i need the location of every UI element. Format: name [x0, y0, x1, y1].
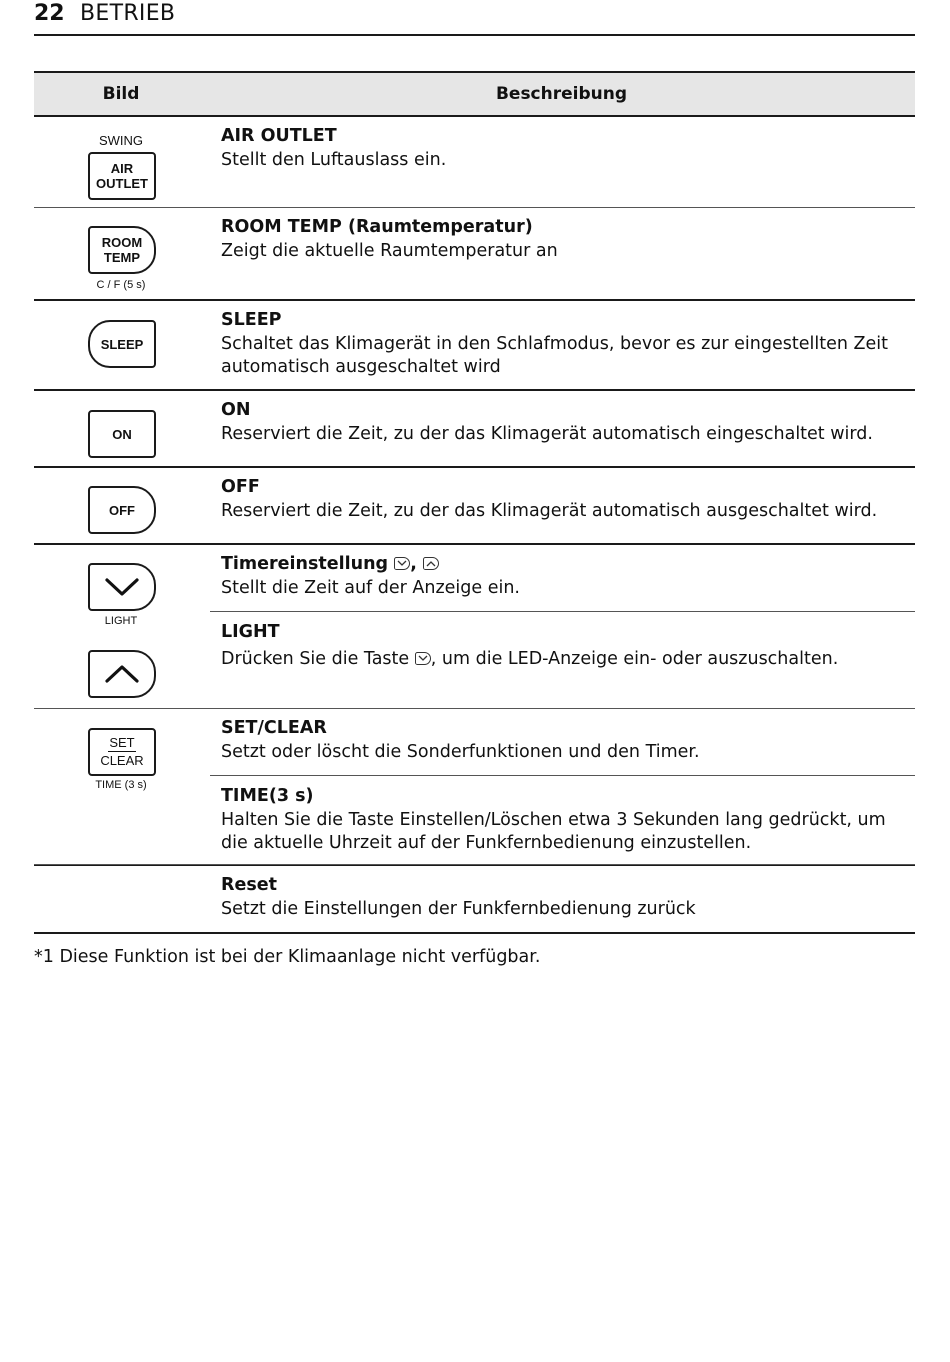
function-title: ROOM TEMP (Raumtemperatur): [221, 217, 533, 237]
title-separator: ,: [410, 554, 417, 574]
function-description: Zeigt die aktuelle Raumtemperatur an: [221, 240, 558, 261]
image-cell: [34, 468, 208, 543]
page-header: [34, 0, 915, 36]
function-description: Setzt die Einstellungen der Funkfernbedienung zurück: [221, 898, 696, 919]
table-row: [34, 468, 915, 545]
function-title: LIGHT: [221, 622, 280, 642]
chevron-up-icon: [88, 650, 156, 698]
function-description: [221, 648, 915, 672]
button-caption-light: LIGHT: [104, 615, 138, 627]
chevron-down-icon: [88, 563, 156, 611]
function-title: SLEEP: [221, 310, 282, 330]
function-title: Timereinstellung: [221, 554, 389, 574]
button-label: ROOM: [101, 235, 143, 250]
chevron-down-icon: [394, 557, 410, 570]
column-header-description: Beschreibung: [495, 84, 628, 104]
function-description: Schaltet das Klimagerät in den Schlafmodus, bevor es zur eingestellten Zeit automatisch ausgeschaltet wird: [221, 333, 888, 377]
sleep-button-icon: [88, 320, 156, 368]
function-description: Reserviert die Zeit, zu der das Klimagerät automatisch eingeschaltet wird.: [221, 423, 873, 444]
image-cell: [34, 545, 208, 708]
description-cell: [221, 709, 915, 775]
chevron-down-icon: [415, 652, 431, 665]
table-row: [34, 865, 915, 934]
table-row: [34, 709, 915, 865]
button-caption-cf: C / F (5 s): [96, 279, 146, 291]
button-label: SLEEP: [100, 336, 144, 352]
image-cell: [34, 709, 208, 864]
image-cell: [34, 208, 208, 299]
function-table: [34, 71, 915, 934]
column-header-image: Bild: [102, 84, 140, 104]
button-label: AIR: [110, 161, 134, 176]
description-subcell: [210, 611, 915, 697]
table-row: [34, 117, 915, 208]
footnote: *1 Diese Funktion ist bei der Klimaanlage nicht verfügbar.: [34, 947, 541, 967]
on-button-icon: [88, 410, 156, 458]
button-label: SET: [109, 735, 135, 750]
description-cell: [221, 545, 915, 611]
room-temp-button-icon: [88, 226, 156, 274]
air-outlet-button-icon: [88, 152, 156, 200]
button-label: OFF: [109, 502, 135, 518]
button-caption-time: TIME (3 s): [95, 779, 147, 791]
button-label: TEMP: [103, 250, 141, 265]
description-cell: [221, 301, 915, 380]
function-title: ON: [221, 400, 251, 420]
function-description: Halten Sie die Taste Einstellen/Löschen etwa 3 Sekunden lang gedrückt, um die aktuelle Uhrzeit auf der Funkfernbedienung einzustellen.: [221, 809, 886, 853]
function-title: SET/CLEAR: [221, 718, 327, 738]
table-row: [34, 301, 915, 391]
table-header: [34, 73, 915, 117]
chevron-up-icon: [423, 557, 439, 570]
description-cell: [221, 866, 915, 921]
off-button-icon: [88, 486, 156, 534]
function-description: Setzt oder löscht die Sonderfunktionen und den Timer.: [221, 741, 700, 762]
table-row: [34, 545, 915, 709]
table-row: [34, 208, 915, 301]
image-cell: [34, 301, 208, 389]
button-label: ON: [112, 426, 132, 442]
table-row: [34, 391, 915, 468]
image-cell: [34, 117, 208, 207]
function-description: Stellt den Luftauslass ein.: [221, 149, 447, 170]
description-cell: [221, 391, 915, 446]
function-description: Reserviert die Zeit, zu der das Klimagerät automatisch ausgeschaltet wird.: [221, 500, 878, 521]
function-title: AIR OUTLET: [221, 126, 337, 146]
function-title: TIME(3 s): [221, 786, 314, 806]
description-cell: [221, 468, 915, 523]
button-caption-swing: SWING: [98, 133, 144, 148]
button-label: OUTLET: [96, 176, 148, 191]
function-title: Reset: [221, 875, 277, 895]
description-part: Drücken Sie die Taste: [221, 648, 410, 669]
description-cell: [221, 117, 915, 172]
description-subcell: [210, 775, 915, 856]
page-number: 22: [34, 1, 65, 26]
set-clear-button-icon: [88, 728, 156, 776]
button-label: CLEAR: [100, 753, 144, 768]
function-description: Stellt die Zeit auf der Anzeige ein.: [221, 577, 520, 598]
description-cell: [221, 208, 915, 263]
image-cell: [34, 391, 208, 466]
section-title: BETRIEB: [80, 1, 176, 26]
function-title-wrapper: [221, 553, 915, 577]
function-title: OFF: [221, 477, 260, 497]
description-part: , um die LED-Anzeige ein- oder auszuschalten.: [430, 648, 839, 669]
